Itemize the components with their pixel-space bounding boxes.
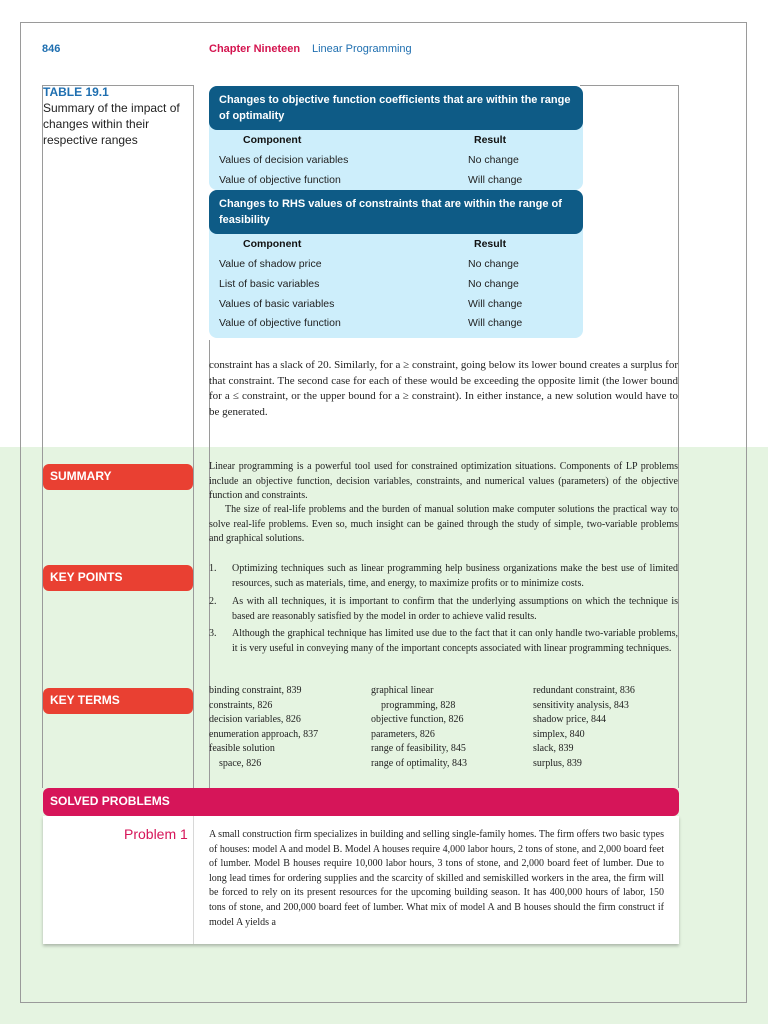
table-cell-component: List of basic variables <box>219 278 320 290</box>
summary-tab: SUMMARY <box>43 464 193 490</box>
key-term: space, 826 <box>219 757 262 769</box>
continuation-paragraph: constraint has a slack of 20. Similarly, for a ≥ constraint, going below its lower bound creates a surplus for that constraint. The second case for each of these would be exceeding the opposite limit (the lower bound for a ≤ constraint, or the upper bound for a ≥ constraint). In either instance, a new solution would have to be generated. <box>209 359 678 418</box>
problem-text: A small construction firm specializes in building and selling single-family homes. The firm offers two basic types of houses: model A and model B. Model A houses require 4,000 labor hours, 2 tons of stone, and 2,000 board feet of lumber. Model B houses require 10,000 labor hours, 3 tons of stone, and 2,000 board feet of lumber. Due to long lead times for ordering supplies and the scarcity of skilled and semiskilled workers in the area, the firm will be forced to rely on its present resources for the upcoming building season. It has 400,000 hours of labor, 150 tons of stone, and 200,000 board feet of lumber. What mix of model A and B houses should the firm construct if model A yields a <box>209 829 664 928</box>
margin-left-rule <box>42 85 43 788</box>
table-cell-component: Values of decision variables <box>219 154 349 166</box>
table-cell-result: No change <box>468 258 519 270</box>
page-number: 846 <box>42 43 61 55</box>
text-top-rule <box>580 85 679 86</box>
key-terms-tab: KEY TERMS <box>43 688 193 714</box>
column-header-component: Component <box>243 238 302 250</box>
problem-divider <box>193 816 194 944</box>
margin-right-rule <box>193 85 194 788</box>
key-term: objective function, 826 <box>371 714 464 725</box>
key-point-number: 1. <box>209 563 217 574</box>
key-point-number: 2. <box>209 596 217 607</box>
column-header-result: Result <box>474 134 507 146</box>
key-term: slack, 839 <box>533 743 574 754</box>
key-point-text: Optimizing techniques such as linear programming help business organizations make the best use of limited resources, such as materials, time, and energy, to maximize profits or to minimize costs. <box>232 563 678 589</box>
table-cell-result: No change <box>468 278 519 290</box>
table-cell-result: No change <box>468 154 519 166</box>
table-caption: Summary of the impact of changes within their respective ranges <box>43 101 180 147</box>
key-term: sensitivity analysis, 843 <box>533 699 629 711</box>
table-cell-component: Value of objective function <box>219 174 341 186</box>
key-term: shadow price, 844 <box>533 714 607 725</box>
key-term: constraints, 826 <box>209 699 273 711</box>
summary-paragraph: Linear programming is a powerful tool used for constrained optimization situations. Components of LP problems include an objective function, decision variables, constraints, and numerical values (parameters) of the objective function and constraints. <box>209 461 678 501</box>
key-term: range of optimality, 843 <box>371 757 467 769</box>
table-cell-component: Values of basic variables <box>219 298 335 310</box>
table-section-heading: Changes to RHS values of constraints that are within the range of feasibility <box>209 190 583 234</box>
key-term: enumeration approach, 837 <box>209 728 319 740</box>
solved-problems-bar: SOLVED PROBLEMS <box>43 788 679 816</box>
key-terms-column <box>533 684 693 771</box>
key-term: binding constraint, 839 <box>209 685 302 696</box>
key-term: decision variables, 826 <box>209 714 301 725</box>
key-term: redundant constraint, 836 <box>533 685 635 696</box>
problem-label: Problem 1 <box>124 826 188 842</box>
key-term: simplex, 840 <box>533 728 585 740</box>
key-point-text: Although the graphical technique has limited use due to the fact that it can only handle two-variable problems, it is very useful in conveying many of the important concepts associated with linear programming techniques. <box>232 628 678 654</box>
key-term: parameters, 826 <box>371 728 435 740</box>
key-points-tab: KEY POINTS <box>43 565 193 591</box>
table-section-heading: Changes to objective function coefficients that are within the range of optimality <box>209 86 583 130</box>
table-cell-result: Will change <box>468 317 523 329</box>
key-term: graphical linear <box>371 685 434 696</box>
key-terms-column <box>371 684 531 771</box>
column-header-component: Component <box>243 134 302 146</box>
key-term: surplus, 839 <box>533 757 582 769</box>
key-terms-column <box>209 684 369 771</box>
key-term: programming, 828 <box>381 699 456 711</box>
table-cell-result: Will change <box>468 174 523 186</box>
table-cell-component: Value of objective function <box>219 317 341 329</box>
key-point-number: 3. <box>209 628 217 639</box>
key-term: feasible solution <box>209 743 275 754</box>
chapter-title: Linear Programming <box>312 43 412 55</box>
table-cell-component: Value of shadow price <box>219 258 322 270</box>
summary-paragraph: The size of real-life problems and the burden of manual solution make computer solutions the practical way to solve real-life problems. Even so, much insight can be gained through the study of simple, two-variable problems and graphical solutions. <box>209 504 678 544</box>
table-cell-result: Will change <box>468 298 523 310</box>
chapter-label: Chapter Nineteen <box>209 43 301 55</box>
table-label: TABLE 19.1 <box>43 85 109 99</box>
column-header-result: Result <box>474 238 507 250</box>
key-term: range of feasibility, 845 <box>371 743 466 754</box>
key-point-text: As with all techniques, it is important to confirm that the underlying assumptions on which the technique is based are reasonably satisfied by the model in order to achieve valid results. <box>232 596 678 622</box>
text-right-rule <box>678 85 679 788</box>
